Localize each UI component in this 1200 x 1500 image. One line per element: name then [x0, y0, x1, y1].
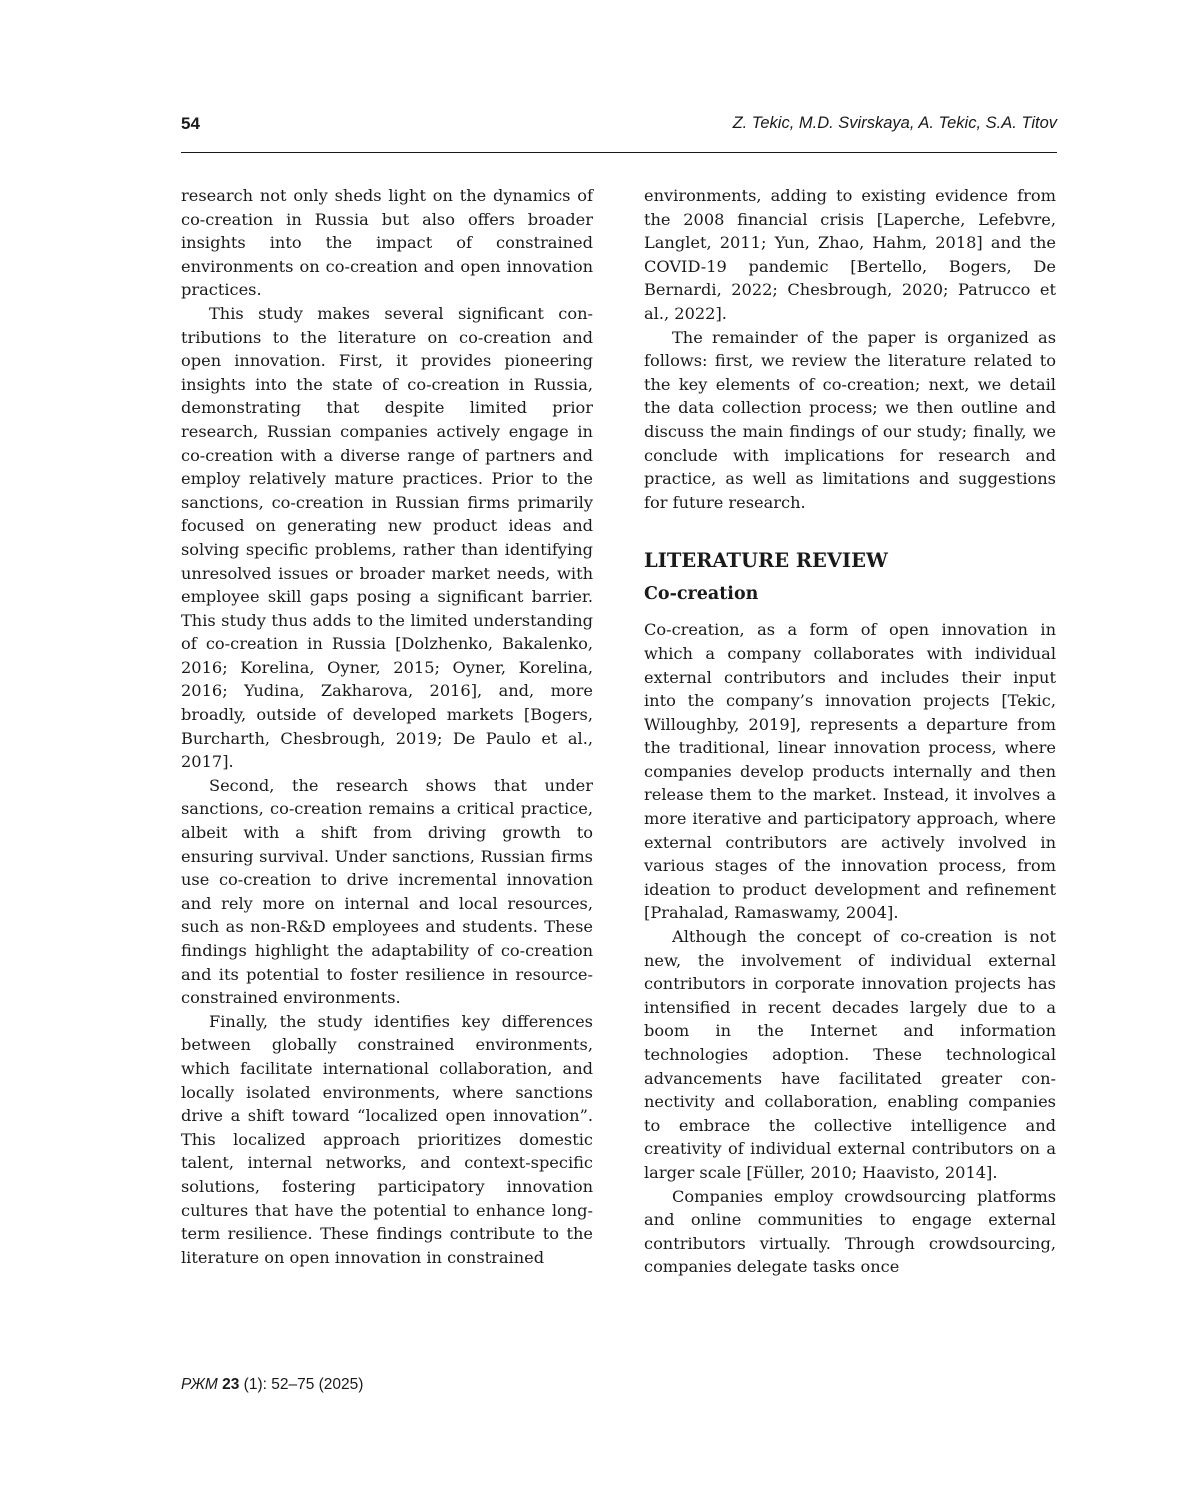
- right-column: [644, 184, 1056, 1279]
- left-column: [181, 184, 593, 1269]
- journal-name: РЖМ: [181, 1376, 218, 1393]
- paragraph: environments, adding to existing evidence from the 2008 financial crisis [Laperche, Lefebvre, Langlet, 2011; Yun, Zhao, Hahm, 2018] and the COVID-19 pandemic [Bertello, Bogers, De Bernardi, 2022; Chesbrough, 2020; Patrucco et al., 2022].: [644, 186, 1056, 323]
- paragraph: research not only sheds light on the dynamics of co-creation in Russia but also offers broader insights into the impact of constrained environments on co-creation and open innovation practices.: [181, 186, 593, 300]
- paragraph: Finally, the study identifies key differences between globally constrained environments, which facilitate international collaboration, and locally isolated environments, where sanctions drive a shift toward “localized open innovation”. This localized approach prioritizes domestic talent, internal networks, and context-specific solutions, fostering participatory innovation cultures that have the potential to enhance long-term resilience. These findings contribute to the literature on open innovation in constrained: [181, 1011, 593, 1267]
- paragraph: The remainder of the paper is organized as follows: first, we review the literature related to the key elements of co-creation; next, we detail the data collection process; we then outline and discuss the main findings of our study; finally, we conclude with implications for research and practice, as well as limitations and suggestions for future research.: [644, 327, 1056, 512]
- journal-issue-pages: (1): 52–75 (2025): [243, 1376, 364, 1393]
- section-heading: LITERATURE REVIEW: [644, 549, 888, 573]
- paragraph: Although the concept of co-creation is not new, the involvement of individual external contributors in corporate innovation projects has intensified in recent decades largely due to a boom in the Internet and information technologies adoption. These technological advancements have facilitated greater connectivity and collaboration, enabling companies to embrace the collective intelligence and creativity of individual external contributors on a larger scale [Füller, 2010; Haavisto, 2014].: [644, 927, 1056, 1182]
- subsection-heading: Co-creation: [644, 584, 759, 605]
- paragraph: Companies employ crowdsourcing platforms and online communities to engage external contributors virtually. Through crowdsourcing, companies delegate tasks once: [644, 1186, 1056, 1277]
- paragraph: Co-creation, as a form of open innovation in which a company collaborates with individual external contributors and includes their input into the company’s innovation projects [Tekic, Willoughby, 2019], represents a departure from the traditional, linear innovation process, where companies develop products internally and then release them to the market. Instead, it involves a more iterative and participatory approach, where external contributors are actively involved in various stages of the innovation process, from ideation to product development and refinement [Prahalad, Ramaswamy, 2004].: [644, 620, 1056, 923]
- header-rule: [181, 152, 1057, 153]
- journal-volume: 23: [222, 1376, 240, 1393]
- page-number: 54: [181, 114, 200, 133]
- footer-citation: [181, 1376, 363, 1394]
- running-head-authors: Z. Tekic, M.D. Svirskaya, A. Tekic, S.A. Titov: [732, 114, 1057, 132]
- paragraph: Second, the research shows that under sanctions, co-creation remains a critical practice, albeit with a shift from driving growth to ensuring survival. Under sanctions, Russian firms use co-creation to drive incremental innovation and rely more on internal and local resources, such as non-R&D employees and students. These findings highlight the adaptability of co-creation and its potential to foster resilience in resource-constrained environments.: [181, 775, 593, 1008]
- paragraph: This study makes several significant contributions to the literature on co-creation and open innovation. First, it provides pioneering insights into the state of co-creation in Russia, demonstrating that despite limited prior research, Russian companies actively engage in co-creation with a diverse range of partners and employ relatively mature practices. Prior to the sanctions, co-creation in Russian firms primarily focused on generating new product ideas and solving specific problems, rather than identifying unresolved issues or broader market needs, with employee skill gaps posing a significant barrier. This study thus adds to the limited understanding of co-creation in Russia [Dolzhenko, Bakalenko, 2016; Korelina, Oyner, 2015; Oyner, Korelina, 2016; Yudina, Zakharova, 2016], and, more broadly, outside of developed markets [Bogers, Burcharth, Chesbrough, 2019; De Paulo et al., 2017].: [181, 303, 593, 772]
